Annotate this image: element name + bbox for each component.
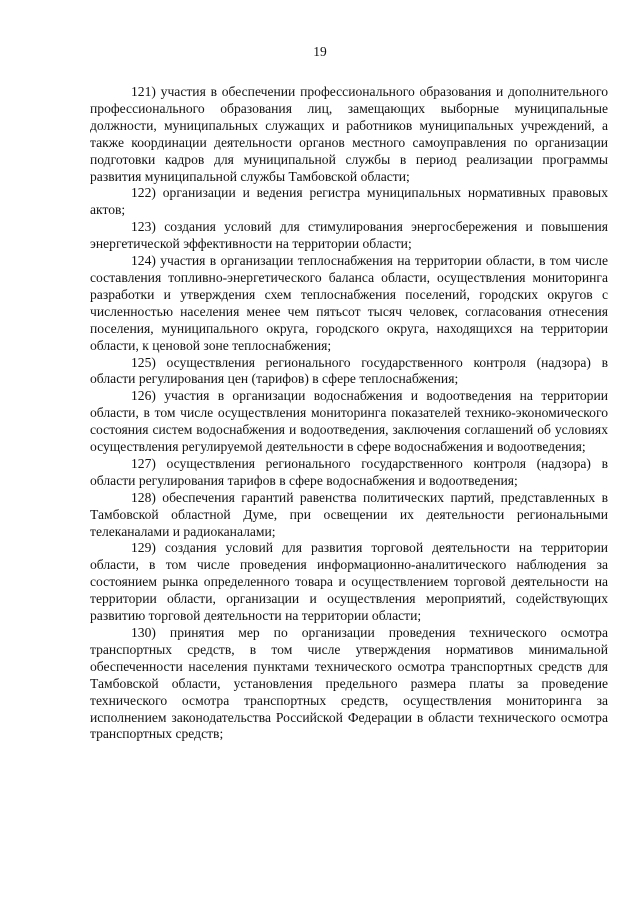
paragraph-124: 124) участия в организации теплоснабжения на территории области, в том числе составления топливно-энергетического баланса области, осуществления мониторинга разработки и утверждения схем теплоснабжения поселений, городских округов с численностью населения менее чем пятьсот тысяч человек, согласования отнесения поселения, муниципального округа, городского округа, находящихся на территории области, к ценовой зоне теплоснабжения; [90,253,608,353]
paragraph-122: 122) организации и ведения регистра муниципальных нормативных правовых актов; [90,185,608,218]
paragraph-128: 128) обеспечения гарантий равенства политических партий, представленных в Тамбовской областной Думе, при освещении их деятельности региональными телеканалами и радиоканалами; [90,489,608,539]
document-body [90,84,608,743]
paragraph-130: 130) принятия мер по организации проведения технического осмотра транспортных средств, в том числе утверждения нормативов минимальной обеспеченности населения пунктами технического осмотра транспортных средств для Тамбовской области, установления предельного размера платы за проведение технического осмотра транспортных средств, осуществления мониторинга за исполнением законодательства Российской Федерации в области технического осмотра транспортных средств; [90,625,608,742]
paragraph-127: 127) осуществления регионального государственного контроля (надзора) в области регулирования тарифов в сфере водоснабжения и водоотведения; [90,455,608,488]
page-number: 19 [313,44,327,59]
paragraph-129: 129) создания условий для развития торговой деятельности на территории области, в том числе проведения информационно-аналитического наблюдения за состоянием рынка определенного товара и осуществлением торговой деятельности на территории области, организации и осуществления мероприятий, содействующих развитию торговой деятельности на территории области; [90,540,608,624]
paragraph-126: 126) участия в организации водоснабжения и водоотведения на территории области, в том числе осуществления мониторинга показателей технико-экономического состояния систем водоснабжения и водоотведения, заключения соглашений об условиях осуществления регулируемой деятельности в сфере водоснабжения и водоотведения; [90,388,608,455]
paragraph-125: 125) осуществления регионального государственного контроля (надзора) в области регулирования цен (тарифов) в сфере теплоснабжения; [90,354,608,387]
paragraph-121: 121) участия в обеспечении профессионального образования и дополнительного профессионального образования лиц, замещающих выборные муниципальные должности, муниципальных служащих и работников муниципальных учреждений, а также координации деятельности органов местного самоуправления по организации подготовки кадров для муниципальной службы в период реализации программы развития муниципальной службы Тамбовской области; [90,84,608,184]
paragraph-123: 123) создания условий для стимулирования энергосбережения и повышения энергетической эффективности на территории области; [90,219,608,252]
